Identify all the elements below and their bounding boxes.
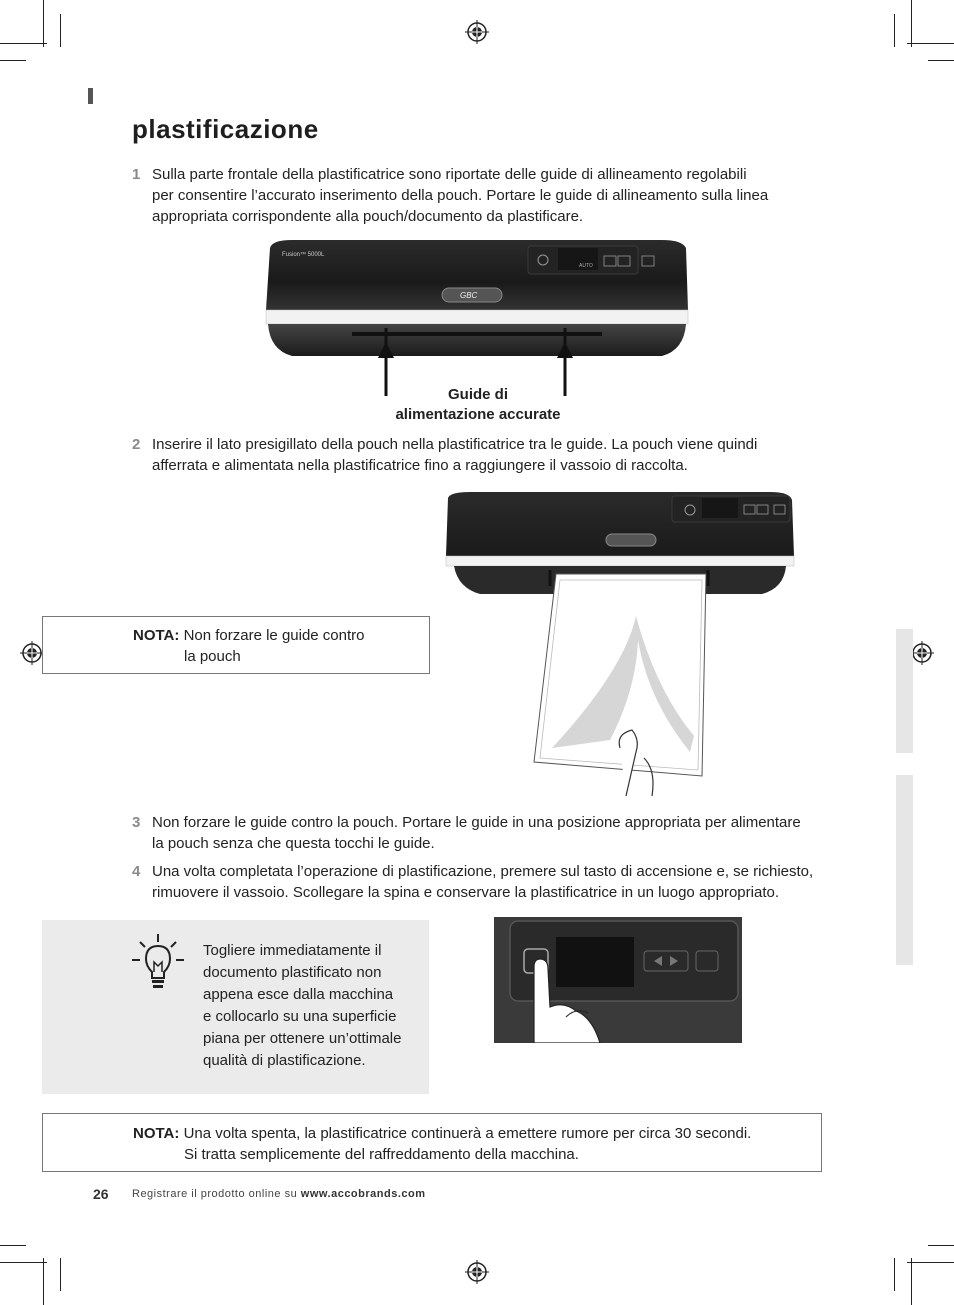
step-line: rimuovere il vassoio. Scollegare la spina e conservare la plastificatrice in un luogo appropriato. xyxy=(152,884,779,901)
language-marker xyxy=(88,88,93,104)
step-line: Non forzare le guide contro la pouch. Portare le guide in una posizione appropriata per alimentare xyxy=(152,814,801,831)
registration-mark-icon xyxy=(465,20,489,44)
laminator-with-pouch-illustration xyxy=(440,490,800,800)
page-number: 26 xyxy=(93,1186,109,1202)
step-2 xyxy=(132,434,832,476)
note-content xyxy=(133,625,365,646)
step-line: afferrata e alimentata nella plastificatrice fino a raggiungere il vassoio di raccolta. xyxy=(152,457,688,474)
figure-caption xyxy=(360,385,596,425)
crop-mark xyxy=(43,1258,44,1305)
registration-mark-icon xyxy=(20,641,44,665)
page-title: plastificazione xyxy=(132,114,319,144)
registration-mark-icon xyxy=(910,641,934,665)
step-line: Inserire il lato presigillato della pouch nella plastificatrice tra le guide. La pouch viene quindi xyxy=(152,436,758,453)
crop-mark xyxy=(0,60,26,61)
tip-line: e collocarlo su una superficie xyxy=(203,1008,397,1025)
footer-url[interactable]: www.accobrands.com xyxy=(300,1188,426,1200)
crop-mark xyxy=(907,1262,954,1263)
crop-mark xyxy=(911,0,912,47)
step-number: 4 xyxy=(132,863,141,880)
device-auto-label: AUTO xyxy=(579,263,593,269)
crop-mark xyxy=(907,43,954,44)
note-line: Non forzare le guide contro xyxy=(183,627,365,644)
step-text xyxy=(152,861,813,903)
note-box xyxy=(42,616,430,674)
tip-line: Togliere immediatamente il xyxy=(203,942,382,959)
step-text xyxy=(152,164,768,227)
step-number: 2 xyxy=(132,436,141,453)
side-tab xyxy=(896,629,913,753)
caption-line: Guide di xyxy=(448,386,508,403)
step-number: 3 xyxy=(132,814,141,831)
step-text xyxy=(152,812,801,854)
caption-line: alimentazione accurate xyxy=(395,406,561,423)
tip-box xyxy=(42,920,429,1094)
registration-mark-icon xyxy=(465,1260,489,1284)
note-line: Una volta spenta, la plastificatrice continuerà a emettere rumore per circa 30 secondi. xyxy=(183,1125,752,1142)
crop-mark xyxy=(928,60,954,61)
step-line: per consentire l’accurato inserimento della pouch. Portare le guide di allineamento sulla linea xyxy=(152,187,769,204)
control-panel-illustration xyxy=(494,917,742,1043)
step-4 xyxy=(132,861,862,903)
step-line: la pouch senza che questa tocchi le guide. xyxy=(152,835,435,852)
crop-mark xyxy=(894,14,895,47)
crop-mark xyxy=(928,1245,954,1246)
step-line: Sulla parte frontale della plastificatrice sono riportate delle guide di allineamento regolabili xyxy=(152,166,747,183)
note-box xyxy=(42,1113,822,1172)
footer-label: Registrare il prodotto online su xyxy=(132,1188,298,1200)
device-brand-logo: GBC xyxy=(460,291,478,300)
step-3 xyxy=(132,812,852,854)
crop-mark xyxy=(0,43,47,44)
device-model-label: Fusion™ 5000L xyxy=(282,252,325,258)
crop-mark xyxy=(0,1245,26,1246)
crop-mark xyxy=(911,1258,912,1305)
note-line: la pouch xyxy=(184,648,241,665)
footer-text xyxy=(132,1188,426,1200)
crop-mark xyxy=(894,1258,895,1291)
tip-line: appena esce dalla macchina xyxy=(203,986,394,1003)
crop-mark xyxy=(60,1258,61,1291)
crop-mark xyxy=(43,0,44,47)
note-content xyxy=(133,1123,751,1144)
laminator-illustration xyxy=(262,238,692,398)
side-tab xyxy=(896,775,913,965)
tip-line: piana per ottenere un’ottimale xyxy=(203,1030,402,1047)
tip-line: qualità di plastificazione. xyxy=(203,1052,366,1069)
step-number: 1 xyxy=(132,166,141,183)
step-1 xyxy=(132,164,832,227)
note-line: Si tratta semplicemente del raffreddamento della macchina. xyxy=(184,1146,579,1163)
crop-mark xyxy=(0,1262,47,1263)
step-text xyxy=(152,434,757,476)
note-label: NOTA: xyxy=(133,627,180,644)
tip-line: documento plastificato non xyxy=(203,964,382,981)
step-line: appropriata corrispondente alla pouch/documento da plastificare. xyxy=(152,208,584,225)
step-line: Una volta completata l’operazione di plastificazione, premere sul tasto di accensione e, se richiesto, xyxy=(152,863,814,880)
crop-mark xyxy=(60,14,61,47)
note-label: NOTA: xyxy=(133,1125,180,1142)
tip-text xyxy=(203,940,423,1072)
lightbulb-icon xyxy=(130,932,186,992)
